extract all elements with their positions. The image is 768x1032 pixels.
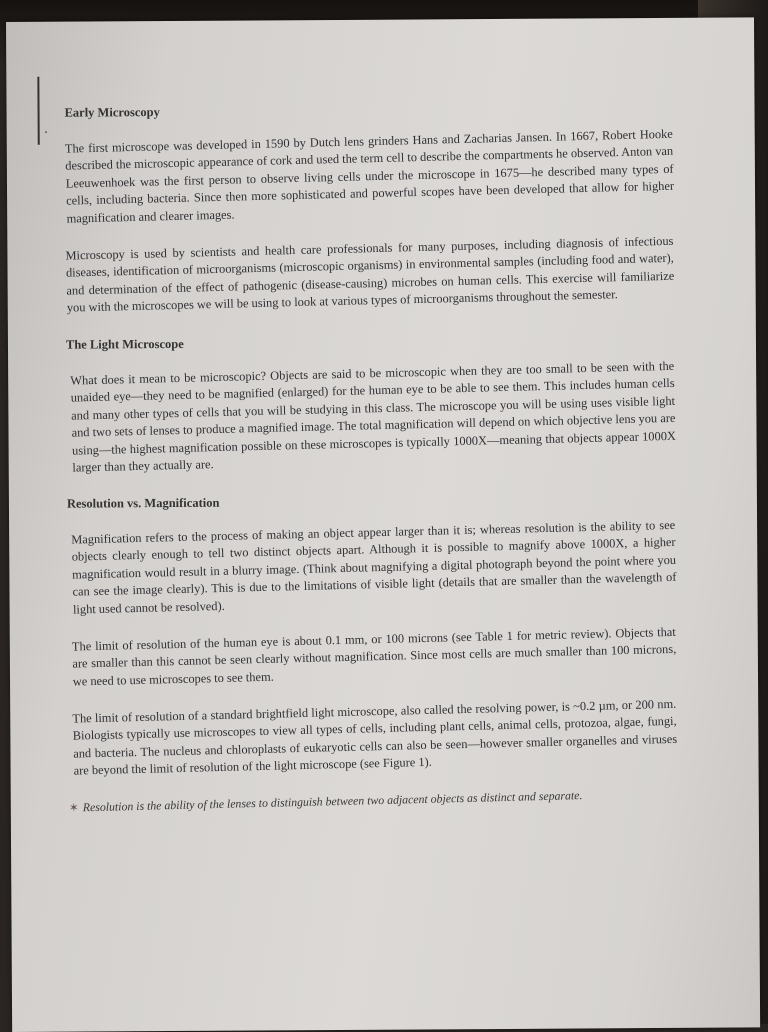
paragraph: What does it mean to be microscopic? Objects are said to be microscopic when they are too small to be seen with the unaided eye—they need to be magnified (enlarged) for the human eye to be able to see them. This includes human cells and many other types of cells that you will be studying in this class. The microscope you will be using uses visible light and two sets of lenses to produce a magnified image. The total magnification will depend on which objective lens you are using—the highest magnification possible on these microscopes is typically 1000X—meaning that objects appear 1000X larger than they actually are. (70, 358, 677, 475)
paragraph: Microscopy is used by scientists and health care professionals for many purposes, including diagnosis of infectious diseases, identification of microorganisms (microscopic organisms) in environmental samples (including food and water), and determination of the effect of pathogenic (disease-causing) microbes on human cells. This exercise will familiarize you with the microscopes we will be using to look at various types of microorganisms throughout the semester. (65, 233, 675, 315)
section-resolution-vs-magnification (67, 493, 677, 816)
handwritten-margin-line (37, 77, 39, 145)
paragraph: The first microscope was developed in 1590 by Dutch lens grinders Hans and Zacharias Jansen. In 1667, Robert Hooke described the microscopic appearance of cork and used the term cell to describe the compartments he observed. Anton van Leeuwenhoek was the first person to observe living cells under the microscope in 1675—he described many types of cells, including bacteria. Since then more sophisticated and powerful scopes have been developed that allow for higher magnification and clearer images. (64, 126, 675, 226)
section-heading: Early Microscopy (64, 105, 160, 120)
paragraph: The limit of resolution of a standard brightfield light microscope, also called the resolving power, is ~0.2 µm, or 200 nm. Biologists typically use microscopes to view all types of cells, including plant cells, animal cells, protozoa, algae, fungi, and bacteria. The nucleus and chloroplasts of eukaryotic cells can also be seen—however smaller organelles and viruses are beyond the limit of resolution of the light microscope (see Figure 1). (72, 697, 678, 779)
italic-note (69, 786, 677, 816)
document-page (6, 17, 760, 1032)
section-heading: The Light Microscope (65, 336, 184, 352)
section-heading: Resolution vs. Magnification (66, 495, 220, 511)
section-early-microscopy (65, 102, 674, 317)
handwritten-bullet-mark: · (43, 125, 49, 141)
paragraph: Magnification refers to the process of making an object appear larger than it is; whereas resolution is the ability to see objects clearly enough to tell two distinct objects apart. Although it is possible to magnify above 1000X, a higher magnification would result in a blurry image. (Think about magnifying a digital photograph beyond the point where you can see the image clearly). This is due to the limitations of visible light (details that are smaller than the wavelength of light used cannot be resolved). (71, 517, 677, 617)
document-content (65, 102, 677, 816)
section-light-microscope (66, 334, 675, 477)
note-text: Resolution is the ability of the lenses to distinguish between two adjacent objects as distinct and separate. (82, 788, 583, 815)
paragraph: The limit of resolution of the human eye is about 0.1 mm, or 100 microns (see Table 1 for metric review). Objects that are smaller than this cannot be seen clearly without magnification. Since most cells are much smaller than 100 microns, we need to use microscopes to see them. (71, 624, 677, 689)
handwritten-star-icon: ✶ (68, 800, 79, 815)
